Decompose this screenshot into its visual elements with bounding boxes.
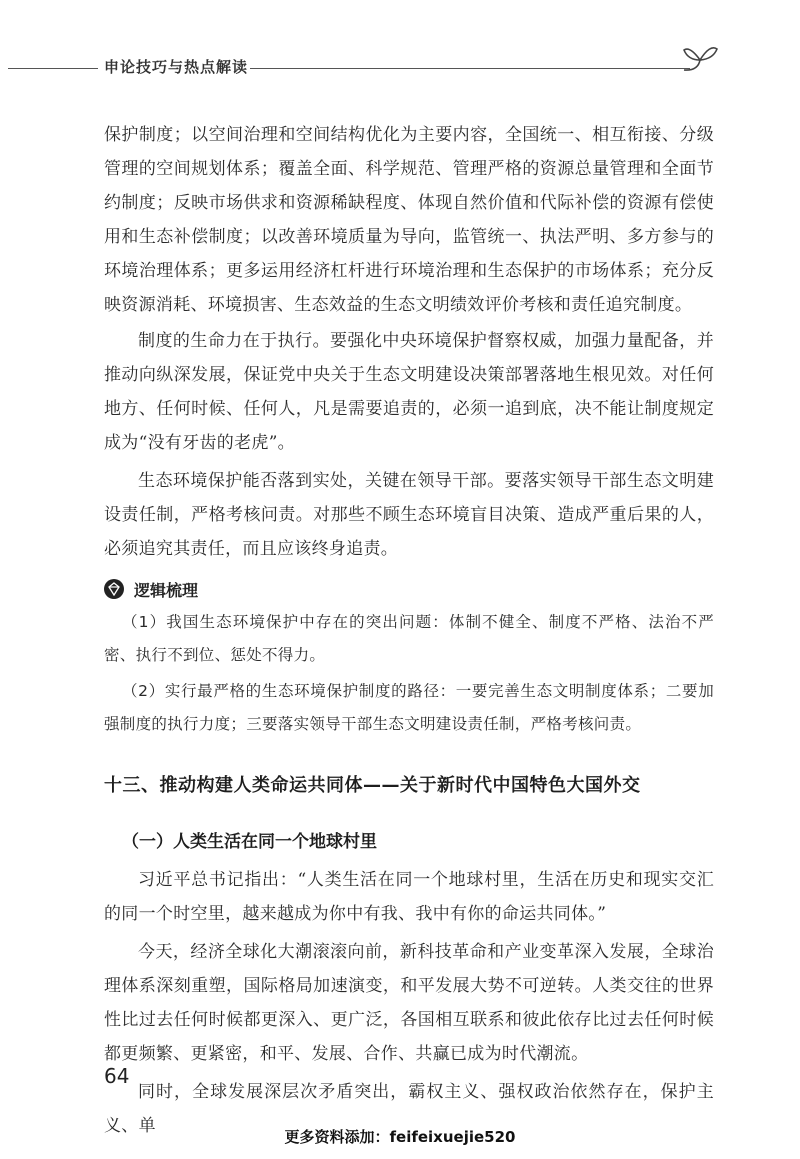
body-paragraph: 同时，全球发展深层次矛盾突出，霸权主义、强权政治依然存在，保护主义、单	[104, 1082, 714, 1136]
header-rule-right	[250, 68, 690, 69]
sprout-icon	[680, 40, 720, 76]
logic-heading	[104, 572, 714, 606]
subsection-title: （一）人类生活在同一个地球村里	[122, 832, 377, 852]
page-body	[104, 118, 714, 1143]
body-paragraph: 习近平总书记指出：“人类生活在同一个地球村里，生活在历史和现实交汇的同一个时空里，越来越成为你中有我、我中有你的命运共同体。”	[104, 870, 714, 924]
body-paragraph: 制度的生命力在于执行。要强化中央环境保护督察权威，加强力量配备，并推动向纵深发展，保证党中央关于生态文明建设决策部署落地生根见效。对任何地方、任何时候、任何人，凡是需要追责的，必须一追到底，决不能让制度规定成为“没有牙齿的老虎”。	[104, 331, 714, 453]
body-paragraph: 保护制度；以空间治理和空间结构优化为主要内容，全国统一、相互衔接、分级管理的空间规划体系；覆盖全面、科学规范、管理严格的资源总量管理和全面节约制度；反映市场供求和资源稀缺程度、体现自然价值和代际补偿的资源有偿使用和生态补偿制度；以改善环境质量为导向，监管统一、执法严明、多方参与的环境治理体系；更多运用经济杠杆进行环境治理和生态保护的市场体系；充分反映资源消耗、环境损害、生态效益的生态文明绩效评价考核和责任追究制度。	[104, 125, 714, 315]
header-rule-left	[8, 68, 98, 69]
body-paragraph: 生态环境保护能否落到实处，关键在领导干部。要落实领导干部生态文明建设责任制，严格考核问责。对那些不顾生态环境盲目决策、造成严重后果的人，必须追究其责任，而且应该终身追责。	[104, 471, 714, 559]
header-title: 申论技巧与热点解读	[104, 58, 249, 76]
section-title: 十三、推动构建人类命运共同体——关于新时代中国特色大国外交	[104, 775, 641, 796]
body-paragraph: 今天，经济全球化大潮滚滚向前，新科技革命和产业变革深入发展，全球治理体系深刻重塑，国际格局加速演变，和平发展大势不可逆转。人类交往的世界性比过去任何时候都更深入、更广泛，各国相互联系和彼此依存比过去任何时候都更频繁、更紧密，和平、发展、合作、共赢已成为时代潮流。	[104, 942, 714, 1064]
logic-item: （2）实行最严格的生态环境保护制度的路径：一要完善生态文明制度体系；二要加强制度的执行力度；三要落实领导干部生态文明建设责任制，严格考核问责。	[104, 682, 714, 733]
logic-badge-icon	[104, 579, 124, 599]
running-header	[0, 54, 800, 84]
watermark-text: 更多资料添加：feifeixuejie520	[284, 1128, 516, 1146]
logic-item: （1）我国生态环境保护中存在的突出问题：体制不健全、制度不严格、法治不严密、执行不到位、惩处不得力。	[104, 613, 714, 664]
page-number: 64	[104, 1064, 130, 1088]
logic-heading-label: 逻辑梳理	[134, 580, 199, 600]
